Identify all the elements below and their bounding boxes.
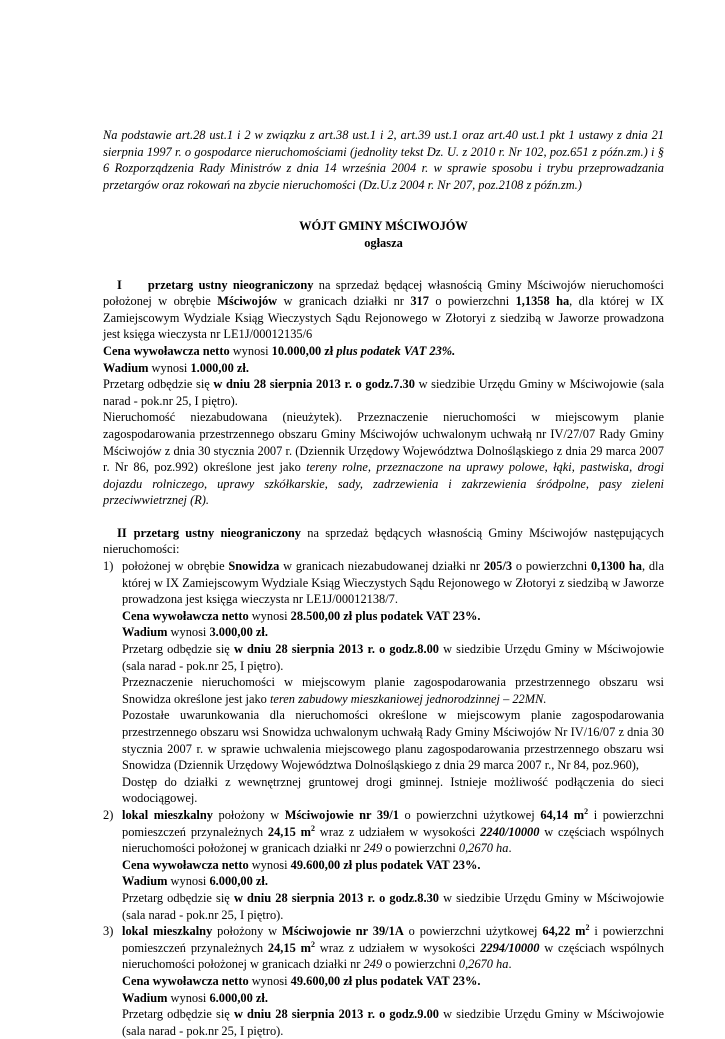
page-title: WÓJT GMINY MŚCIWOJÓW — [299, 219, 468, 234]
item-3-text: 3) lokal mieszkalny położony w Mściwojowie nr 39/1A o powierzchni użytkowej 64,22 $m^2$ i powierzchni pomieszczeń przynależnych 24,15 $m^2$ wraz z udziałem w wysokości 2294/10000 w częściach wspólnych nieruchomości położonej w granicach działki nr 249 o powierzchni 0,2670 ha. — [103, 923, 665, 972]
item-1-access: Dostęp do działki z wewnętrznej gruntowej drogi gminnej. Istnieje możliwość podłączenia do sieci wodociągowej. — [122, 774, 664, 806]
item-3-wadium: Wadium wynosi 6.000,00 zł. — [122, 990, 268, 1005]
section-1-price: Cena wywoławcza netto wynosi 10.000,00 zł plus podatek VAT 23%. — [103, 343, 456, 358]
list-item — [103, 558, 664, 807]
item-3-price: Cena wywoławcza netto wynosi 49.600,00 zł plus podatek VAT 23%. — [122, 973, 481, 988]
item-2-wadium: Wadium wynosi 6.000,00 zł. — [122, 874, 268, 889]
item-1-purpose: Przeznaczenie nieruchomości w miejscowym planie zagospodarowania przestrzennego obszaru wsi Snowidza określone jest jako teren zabudowy mieszkaniowej jednorodzinnej – 22MN. — [122, 675, 664, 706]
item-2-price: Cena wywoławcza netto wynosi 49.600,00 zł plus podatek VAT 23%. — [122, 857, 481, 872]
section-1-description: Nieruchomość niezabudowana (nieużytek). Przeznaczenie nieruchomości w miejscowym planie zagospodarowania przestrzennego obszaru Gminy Mściwojów uchwalonym uchwałą nr IV/27/07 Rady Gminy Mściwojów z dnia 30 stycznia 2007 r. (Dziennik Urzędowy Województwa Dolnośląskiego z dnia 29 marca 2007 r. Nr 86, poz.992) określone jest jako tereny rolne, przeznaczone na uprawy polowe, łąki, pastwiska, drogi dojazdu rolniczego, uprawy szkółkarskie, sady, zadrzewienia i zakrzewienia śródpolne, pasy zieleni przeciwwietrznej (R). — [103, 410, 664, 508]
item-2-date: Przetarg odbędzie się w dniu 28 sierpnia 2013 r. o godz.8.30 w siedzibie Urzędu Gminy w Mściwojowie (sala narad - pok.nr 25, I piętro). — [122, 890, 665, 922]
section-1-wadium: Wadium wynosi 1.000,00 zł. — [103, 360, 249, 375]
announcement-document — [103, 127, 664, 1039]
item-1-wadium: Wadium wynosi 3.000,00 zł. — [122, 625, 268, 640]
list-item — [103, 807, 664, 923]
item-2-text: 2) lokal mieszkalny położony w Mściwojowie nr 39/1 o powierzchni użytkowej 64,14 $m^2$ i powierzchni pomieszczeń przynależnych 24,15 $m^2$ wraz z udziałem w wysokości 2240/10000 w częściach wspólnych nieruchomości położonej w granicach działki nr 249 o powierzchni 0,2670 ha. — [103, 806, 665, 856]
item-1-other-conditions: Pozostałe uwarunkowania dla nieruchomości określone w miejscowym planie zagospodarowania przestrzennego obszaru wsi Snowidza uchwalonym uchwałą Rady Gminy Mściwojów Nr IV/16/07 z dnia 30 stycznia 2007 r. w sprawie uchwalenia miejscowego planu zagospodarowania przestrzennego obszaru wsi Snowidza (Dziennik Urzędowy Województwa Dolnośląskiego z dnia 29 marca 2007 r., Nr 84, poz.960), — [122, 708, 664, 773]
section-1 — [103, 277, 664, 509]
item-1-price: Cena wywoławcza netto wynosi 28.500,00 zł plus podatek VAT 23%. — [122, 608, 481, 623]
list-item — [103, 923, 664, 1039]
section-1-intro: I przetarg ustny nieograniczony na sprzedaż będącej własnością Gminy Mściwojów nieruchomości położonej w obrębie Mściwojów w granicach działki nr 317 o powierzchni 1,1358 ha, dla której w IX Zamiejscowym Wydziale Ksiąg Wieczystych Sądu Rejonowego w Złotoryi z siedzibą w Jaworze prowadzona jest księga wieczysta nr LE1J/00012135/6 — [103, 277, 664, 342]
legal-basis-intro: Na podstawie art.28 ust.1 i 2 w związku z art.38 ust.1 i 2, art.39 ust.1 oraz art.40 ust.1 pkt 1 ustawy z dnia 21 sierpnia 1997 r. o gospodarce nieruchomościami (jednolity tekst Dz. U. z 2010 r. Nr 102, poz.651 z późn.zm.) i § 6 Rozporządzenia Rady Ministrów z dnia 14 września 2004 r. w sprawie sposobu i trybu przeprowadzania przetargów oraz rokowań na zbycie nieruchomości (Dz.U.z 2004 r. Nr 207, poz.2108 z późn.zm.) — [103, 128, 664, 192]
section-2 — [103, 525, 664, 1039]
item-1-text: 1) położonej w obrębie Snowidza w granicach niezabudowanej działki nr 205/3 o powierzchni 0,1300 ha, dla której w IX Zamiejscowym Wydziale Ksiąg Wieczystych Sądu Rejonowego w Złotoryi z siedzibą w Jaworze prowadzona jest księga wieczysta nr LE1J/00012138/7. — [103, 559, 664, 607]
page-subtitle: ogłasza — [364, 235, 403, 250]
item-3-date: Przetarg odbędzie się w dniu 28 sierpnia 2013 r. o godz.9.00 w siedzibie Urzędu Gminy w Mściwojowie (sala narad - pok.nr 25, I piętro). — [122, 1007, 665, 1038]
section-1-date: Przetarg odbędzie się w dniu 28 sierpnia 2013 r. o godz.7.30 w siedzibie Urzędu Gminy w Mściwojowie (sala narad - pok.nr 25, I piętro). — [103, 377, 664, 408]
section-2-intro: II przetarg ustny nieograniczony na sprzedaż będących własnością Gminy Mściwojów następujących nieruchomości: — [103, 525, 664, 557]
item-1-date: Przetarg odbędzie się w dniu 28 sierpnia 2013 r. o godz.8.00 w siedzibie Urzędu Gminy w Mściwojowie (sala narad - pok.nr 25, I piętro). — [122, 642, 665, 673]
